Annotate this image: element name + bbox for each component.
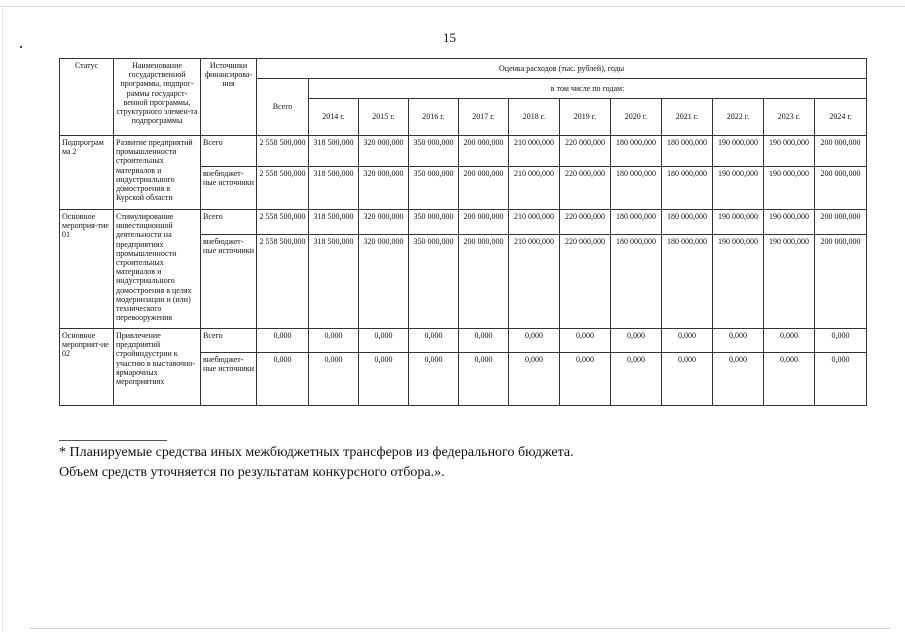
year-value-cell: 350 000,000 (409, 235, 459, 329)
header-by-years: в том числе по годам: (309, 79, 867, 99)
table-row (60, 329, 867, 353)
year-value-cell: 0,000 (611, 353, 662, 406)
year-value-cell: 190 000,000 (764, 210, 815, 235)
status-cell: Основное мероприя-тие 01 (60, 210, 114, 329)
header-year: 2017 г. (459, 99, 509, 136)
header-year: 2021 г. (662, 99, 713, 136)
year-value-cell: 350 000,000 (409, 210, 459, 235)
year-value-cell: 180 000,000 (662, 210, 713, 235)
year-value-cell: 190 000,000 (713, 235, 764, 329)
header-name: Наименование государственной программы, подпрог-раммы государст-венной программы, структурного элемен-та подпрограммы (114, 59, 201, 136)
year-value-cell: 0,000 (359, 329, 409, 353)
year-value-cell: 0,000 (815, 329, 867, 353)
header-year: 2024 г. (815, 99, 867, 136)
header-total: Всего (257, 79, 309, 136)
year-value-cell: 220 000,000 (560, 235, 611, 329)
year-value-cell: 200 000,000 (815, 167, 867, 210)
program-name-cell: Развитие предприятий промышленности строительных материалов и индустриального домостроения в Курской области (114, 136, 201, 210)
footnote-line-1: * Планируемые средства иных межбюджетных трансферов из федерального бюджета. (59, 445, 574, 460)
year-value-cell: 0,000 (662, 353, 713, 406)
header-status: Статус (60, 59, 114, 136)
header-year: 2015 г. (359, 99, 409, 136)
year-value-cell: 180 000,000 (662, 167, 713, 210)
year-value-cell: 180 000,000 (662, 235, 713, 329)
year-value-cell: 200 000,000 (459, 136, 509, 167)
year-value-cell: 0,000 (359, 353, 409, 406)
year-value-cell: 0,000 (509, 329, 560, 353)
year-value-cell: 318 500,000 (309, 167, 359, 210)
scan-edge-top (0, 6, 905, 7)
year-value-cell: 320 000,000 (359, 136, 409, 167)
year-value-cell: 180 000,000 (662, 136, 713, 167)
header-row-1 (60, 59, 867, 79)
year-value-cell: 318 500,000 (309, 210, 359, 235)
funding-source-cell: Всего (201, 210, 257, 235)
year-value-cell: 0,000 (560, 329, 611, 353)
year-value-cell: 0,000 (764, 353, 815, 406)
year-value-cell: 200 000,000 (459, 167, 509, 210)
year-value-cell: 0,000 (560, 353, 611, 406)
year-value-cell: 190 000,000 (764, 235, 815, 329)
year-value-cell: 220 000,000 (560, 167, 611, 210)
scan-edge-left (2, 6, 3, 632)
footnote (59, 443, 574, 483)
year-value-cell: 0,000 (459, 329, 509, 353)
year-value-cell: 320 000,000 (359, 167, 409, 210)
year-value-cell: 180 000,000 (611, 167, 662, 210)
scan-dot (20, 46, 22, 48)
year-value-cell: 190 000,000 (713, 167, 764, 210)
year-value-cell: 190 000,000 (764, 136, 815, 167)
budget-table (59, 58, 867, 406)
year-value-cell: 318 500,000 (309, 235, 359, 329)
year-value-cell: 0,000 (662, 329, 713, 353)
header-year: 2018 г. (509, 99, 560, 136)
scan-edge-bottom (30, 628, 890, 629)
year-value-cell: 180 000,000 (611, 136, 662, 167)
year-value-cell: 180 000,000 (611, 210, 662, 235)
year-value-cell: 210 000,000 (509, 136, 560, 167)
year-value-cell: 0,000 (459, 353, 509, 406)
header-year: 2014 г. (309, 99, 359, 136)
year-value-cell: 0,000 (611, 329, 662, 353)
total-cell: 2 558 500,000 (257, 167, 309, 210)
year-value-cell: 200 000,000 (815, 210, 867, 235)
year-value-cell: 190 000,000 (713, 210, 764, 235)
funding-source-cell: внебюджет-ные источники (201, 353, 257, 406)
total-cell: 2 558 500,000 (257, 136, 309, 167)
total-cell: 0,000 (257, 353, 309, 406)
year-value-cell: 350 000,000 (409, 167, 459, 210)
year-value-cell: 320 000,000 (359, 235, 409, 329)
footnote-divider (59, 440, 167, 441)
year-value-cell: 190 000,000 (764, 167, 815, 210)
header-year: 2020 г. (611, 99, 662, 136)
header-estimate: Оценка расходов (тыс. рублей), годы (257, 59, 867, 79)
status-cell: Подпрограм ма 2 (60, 136, 114, 210)
year-value-cell: 210 000,000 (509, 167, 560, 210)
year-value-cell: 0,000 (509, 353, 560, 406)
year-value-cell: 0,000 (409, 353, 459, 406)
year-value-cell: 318 500,000 (309, 136, 359, 167)
year-value-cell: 180 000,000 (611, 235, 662, 329)
year-value-cell: 0,000 (409, 329, 459, 353)
year-value-cell: 200 000,000 (459, 235, 509, 329)
year-value-cell: 210 000,000 (509, 235, 560, 329)
year-value-cell: 350 000,000 (409, 136, 459, 167)
header-year: 2016 г. (409, 99, 459, 136)
year-value-cell: 0,000 (713, 329, 764, 353)
funding-source-cell: Всего (201, 136, 257, 167)
header-year: 2022 г. (713, 99, 764, 136)
page-number: 15 (443, 30, 456, 45)
total-cell: 2 558 500,000 (257, 235, 309, 329)
program-name-cell: Привлечение предприятий стройиндустрии к участию в выставочно-ярмарочных мероприятиях (114, 329, 201, 406)
header-year: 2023 г. (764, 99, 815, 136)
year-value-cell: 0,000 (764, 329, 815, 353)
program-name-cell: Стимулирование инвестиционной деятельности на предприятиях промышленности строительных материалов и индустриального домостроения в целях модернизации и (или) технического перевооружения (114, 210, 201, 329)
year-value-cell: 200 000,000 (459, 210, 509, 235)
status-cell: Основное мероприят-ие 02 (60, 329, 114, 406)
year-value-cell: 0,000 (309, 329, 359, 353)
table-row (60, 136, 867, 167)
year-value-cell: 0,000 (815, 353, 867, 406)
header-sources: Источники финансирова-ния (201, 59, 257, 136)
funding-source-cell: внебюджет-ные источники (201, 235, 257, 329)
year-value-cell: 0,000 (713, 353, 764, 406)
year-value-cell: 210 000,000 (509, 210, 560, 235)
year-value-cell: 320 000,000 (359, 210, 409, 235)
year-value-cell: 220 000,000 (560, 210, 611, 235)
year-value-cell: 220 000,000 (560, 136, 611, 167)
funding-source-cell: внебюджет-ные источники (201, 167, 257, 210)
funding-source-cell: Всего (201, 329, 257, 353)
footnote-line-2: Объем средств уточняется по результатам конкурсного отбора.». (59, 465, 445, 480)
header-year: 2019 г. (560, 99, 611, 136)
total-cell: 0,000 (257, 329, 309, 353)
year-value-cell: 200 000,000 (815, 235, 867, 329)
year-value-cell: 190 000,000 (713, 136, 764, 167)
total-cell: 2 558 500,000 (257, 210, 309, 235)
year-value-cell: 0,000 (309, 353, 359, 406)
table-row (60, 210, 867, 235)
year-value-cell: 200 000,000 (815, 136, 867, 167)
